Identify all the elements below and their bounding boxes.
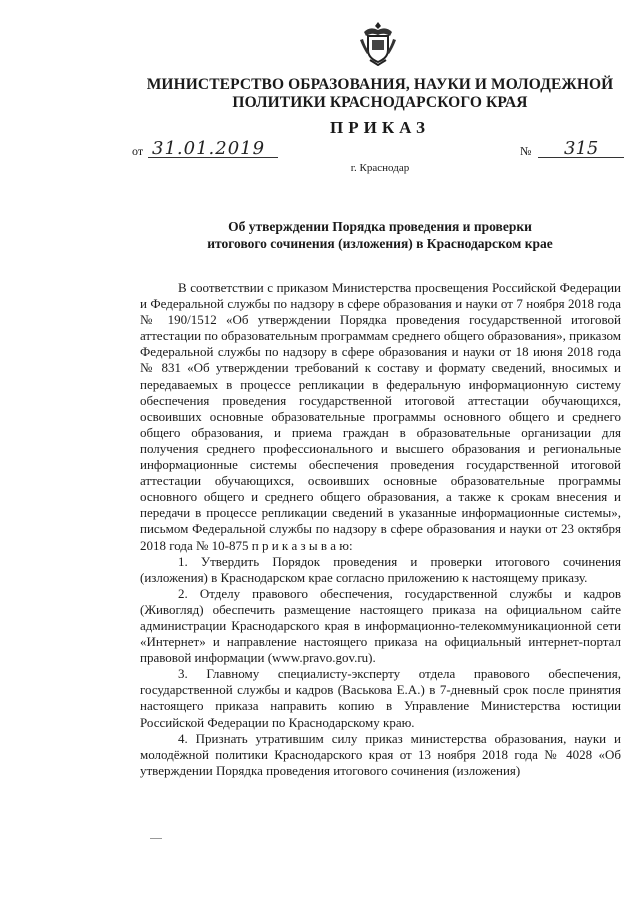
krasnodar-coat-of-arms-icon <box>358 20 398 66</box>
ministry-name <box>140 76 620 112</box>
document-type: ПРИКАЗ <box>330 118 430 137</box>
subject-line-1: Об утверждении Порядка проведения и проверки <box>228 219 532 234</box>
ministry-line-2: ПОЛИТИКИ КРАСНОДАРСКОГО КРАЯ <box>232 94 528 111</box>
number-label: № <box>520 144 532 158</box>
date-number-row <box>132 140 622 162</box>
body-paragraph: 1. Утвердить Порядок проведения и проверки итогового сочинения (изложения) в Краснодарском крае согласно приложению к настоящему приказу. <box>140 553 621 585</box>
date-label: от <box>132 144 144 158</box>
body-paragraph: В соответствии с приказом Министерства просвещения Российской Федерации и Федеральной службы по надзору в сфере образования и науки от 7 ноября 2018 года № 190/1512 «Об утверждении Порядка проведения государственной итоговой аттестации по образовательным программам среднего общего образования», приказом Федеральной службы по надзору в сфере образования и науки от 18 июня 2018 года № 831 «Об утверждении требований к составу и формату сведений, вносимых и передаваемых в процессе репликации в федеральную информационную систему обеспечения проведения государственной итоговой аттестации обучающихся, освоивших основные образовательные программы основного общего и среднего общего образования, и приема граждан в образовательные организации для получения среднего профессионального и высшего образования и региональные информационные системы обеспечения проведения государственной итоговой аттестации обучающихся, освоивших основные образовательные программы основного общего и среднего общего образования, а также к срокам внесения и передачи в процессе репликации сведений в указанные информационные системы», письмом Федеральной службы по надзору в сфере образования и науки от 23 октября 2018 года № 10-875 п р и к а з ы в а ю: <box>140 280 621 553</box>
date-value: 31.01.2019 <box>152 138 266 159</box>
ministry-line-1: МИНИСТЕРСТВО ОБРАЗОВАНИЯ, НАУКИ И МОЛОДЕЖНОЙ <box>146 76 614 93</box>
margin-mark <box>150 838 162 839</box>
body-paragraph: 3. Главному специалисту-эксперту отдела правового обеспечения, государственной службы и кадров (Васькова Е.А.) в 7-дневный срок после принятия настоящего приказа направить копию в Управление Министерства юстиции Российской Федерации по Краснодарскому краю. <box>140 666 621 730</box>
number-value: 315 <box>564 138 599 159</box>
body-paragraph: 4. Признать утратившим силу приказ министерства образования, науки и молодёжной политики Краснодарского края от 13 ноября 2018 года № 4028 «Об утверждении Порядка проведения итогового сочинения (изложения) <box>140 730 621 778</box>
document-subject <box>140 218 620 252</box>
document-body <box>140 280 621 779</box>
body-paragraph: 2. Отделу правового обеспечения, государственной службы и кадров (Живогляд) обеспечить размещение настоящего приказа на официальном сайте администрации Краснодарского края в информационно-телекоммуникационной сети «Интернет» и направление настоящего приказа на официальный интернет-портал правовой информации (www.pravo.gov.ru). <box>140 585 621 666</box>
city: г. Краснодар <box>350 162 410 174</box>
subject-line-2: итогового сочинения (изложения) в Краснодарском крае <box>207 236 553 251</box>
